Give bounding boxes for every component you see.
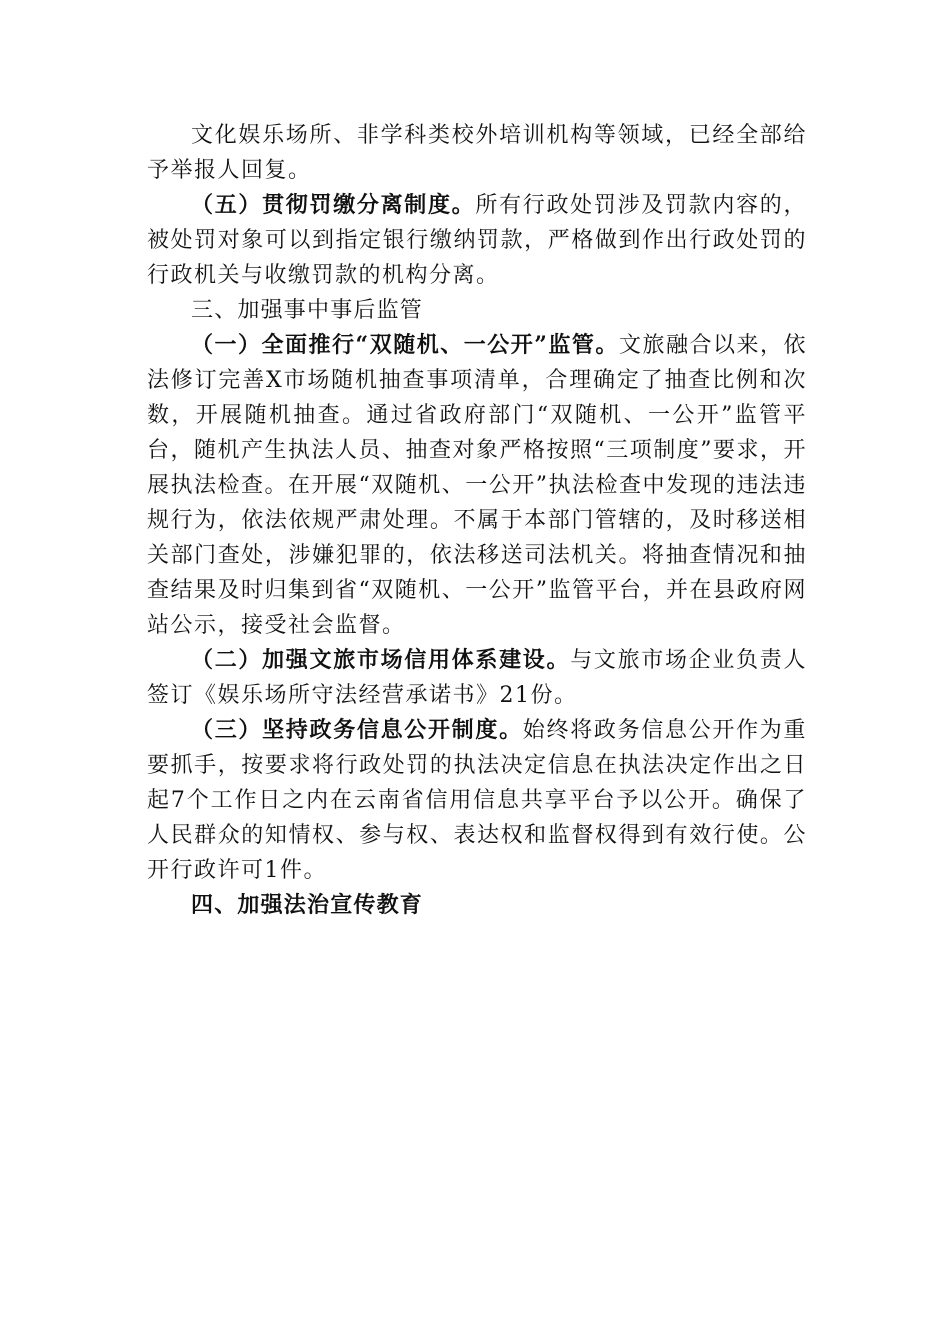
paragraph-text: 始终将政务信息公开作为重要抓手，按要求将行政处罚的执法决定信息在执法决定作出之日起7个工作日之内在云南省信用信息共享平台予以公开。确保了人民群众的知情权、参与权、表达权和监督权得到有效行使。公开行政许可1件。 <box>147 718 807 883</box>
paragraph-lead: （三）坚持政务信息公开制度。 <box>191 717 523 743</box>
section-heading-4: 四、加强法治宣传教育 <box>191 893 424 918</box>
section-heading-3: 三、加强事中事后监管 <box>191 298 424 323</box>
paragraph-text: 所有行政处罚涉及罚款内容的，被处罚对象可以到指定银行缴纳罚款，严格做到作出行政处罚的行政机关与收缴罚款的机构分离。 <box>147 193 807 288</box>
paragraph-fine-separation <box>147 188 807 293</box>
paragraph-lead: （二）加强文旅市场信用体系建设。 <box>191 647 571 673</box>
paragraph-text: 与文旅市场企业负责人签订《娱乐场所守法经营承诺书》21份。 <box>147 648 807 708</box>
paragraph-lead: （五）贯彻罚缴分离制度。 <box>191 192 476 218</box>
paragraph-text: 文化娱乐场所、非学科类校外培训机构等领域，已经全部给予举报人回复。 <box>147 123 807 183</box>
paragraph-lead: （一）全面推行“双随机、一公开”监管。 <box>191 332 619 358</box>
paragraph-credit-system <box>147 643 807 713</box>
document-body <box>147 118 807 923</box>
paragraph-info-disclosure <box>147 713 807 888</box>
paragraph-text: 文旅融合以来，依法修订完善X市场随机抽查事项清单，合理确定了抽查比例和次数，开展随机抽查。通过省政府部门“双随机、一公开”监管平台，随机产生执法人员、抽查对象严格按照“三项制度”要求，开展执法检查。在开展“双随机、一公开”执法检查中发现的违法违规行为，依法依规严肃处理。不属于本部门管辖的，及时移送相关部门查处，涉嫌犯罪的，依法移送司法机关。将抽查情况和抽查结果及时归集到省“双随机、一公开”监管平台，并在县政府网站公示，接受社会监督。 <box>147 333 807 638</box>
paragraph-continuation <box>147 118 807 188</box>
paragraph-double-random <box>147 328 807 643</box>
